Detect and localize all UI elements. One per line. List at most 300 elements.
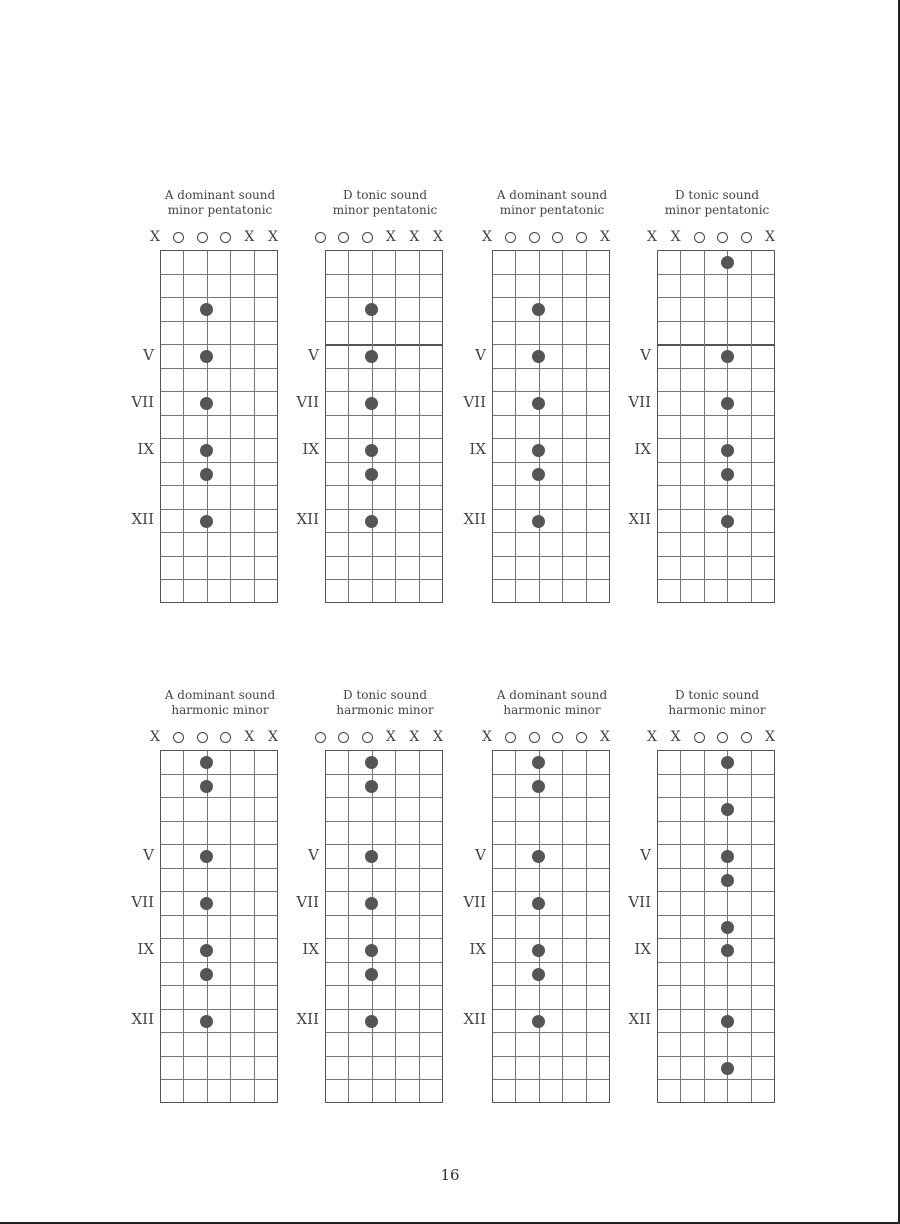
fret-position-label: XII — [463, 510, 486, 529]
fret-position-label: V — [640, 845, 651, 864]
fret-line — [326, 274, 442, 275]
open-string-marker — [313, 730, 327, 746]
fret-line — [161, 321, 277, 322]
fret-line — [493, 915, 609, 916]
fingering-dot — [721, 468, 734, 481]
fingering-dot — [365, 397, 378, 410]
fret-line — [493, 509, 609, 510]
fingering-dot — [365, 756, 378, 769]
fret-position-label: IX — [302, 439, 319, 458]
muted-string-marker: X — [150, 729, 160, 745]
chord-diagram — [627, 688, 777, 1107]
diagram-title-line1: A dominant sound — [164, 188, 276, 202]
fingering-dot — [721, 803, 734, 816]
fret-line — [493, 985, 609, 986]
page-number: 16 — [440, 1166, 460, 1184]
muted-string-marker: X — [244, 729, 255, 745]
diagram-title-line1: A dominant sound — [164, 688, 276, 702]
chord-diagram — [295, 188, 445, 607]
string-markers — [295, 230, 445, 246]
fret-line — [493, 579, 609, 580]
fingering-dot — [721, 756, 734, 769]
fret-position-label: VII — [463, 892, 486, 911]
fret-line — [658, 485, 774, 486]
muted-string-marker: X — [647, 229, 657, 245]
fret-position-label: V — [640, 345, 651, 364]
fret-line — [658, 915, 774, 916]
fret-position-label: XII — [131, 1010, 154, 1029]
fingering-dot — [721, 874, 734, 887]
fingering-dot — [721, 944, 734, 957]
fingering-dot — [532, 515, 545, 528]
fret-line — [161, 891, 277, 892]
string-line — [751, 751, 752, 1102]
fret-line — [493, 938, 609, 939]
fret-position-label: XII — [628, 510, 651, 529]
open-string-marker — [360, 230, 374, 246]
string-markers — [462, 230, 612, 246]
fret-line — [658, 821, 774, 822]
muted-string-marker: X — [409, 729, 420, 745]
fingering-dot — [365, 468, 378, 481]
fret-position-label: V — [308, 345, 319, 364]
string-line — [254, 251, 255, 602]
muted-string-marker: X — [150, 229, 160, 245]
open-string-marker — [195, 230, 209, 246]
fret-line — [493, 344, 609, 345]
fret-line — [161, 868, 277, 869]
fingering-dot — [365, 850, 378, 863]
fret-line — [493, 962, 609, 963]
fretboard-grid — [657, 250, 775, 603]
muted-string-marker: X — [600, 729, 610, 745]
chord-diagram — [295, 688, 445, 1107]
fret-line — [326, 844, 442, 845]
open-string-marker — [360, 730, 374, 746]
fingering-dot — [200, 968, 213, 981]
string-line — [704, 251, 705, 602]
fret-line — [658, 274, 774, 275]
string-line — [515, 751, 516, 1102]
fret-position-label: IX — [634, 439, 651, 458]
fingering-dot — [200, 303, 213, 316]
fret-line — [161, 297, 277, 298]
string-line — [348, 251, 349, 602]
string-line — [539, 751, 540, 1102]
fret-position-label: V — [143, 345, 154, 364]
fret-line — [326, 797, 442, 798]
fret-line — [161, 391, 277, 392]
fret-line — [161, 962, 277, 963]
fret-line — [493, 844, 609, 845]
fret-line — [161, 915, 277, 916]
fret-line — [326, 915, 442, 916]
fingering-dot — [532, 780, 545, 793]
fret-line — [161, 462, 277, 463]
fret-line — [161, 556, 277, 557]
fingering-dot — [532, 897, 545, 910]
fret-position-label: V — [475, 345, 486, 364]
string-line — [254, 751, 255, 1102]
fret-line — [161, 797, 277, 798]
fret-line — [658, 844, 774, 845]
fret-position-label: IX — [302, 939, 319, 958]
fret-position-label: VII — [463, 392, 486, 411]
fret-line — [658, 891, 774, 892]
muted-string-marker: X — [385, 229, 396, 245]
fret-line — [493, 368, 609, 369]
diagram-title-line2: minor pentatonic — [499, 203, 605, 217]
fingering-dot — [721, 397, 734, 410]
fingering-dot — [200, 468, 213, 481]
fret-line — [493, 415, 609, 416]
fingering-dot — [365, 1015, 378, 1028]
diagram-title-line2: harmonic minor — [503, 703, 601, 717]
fingering-dot — [365, 968, 378, 981]
fret-line — [161, 579, 277, 580]
fretboard-grid — [325, 750, 443, 1103]
fingering-dot — [365, 303, 378, 316]
diagram-title-line1: A dominant sound — [496, 188, 608, 202]
open-string-marker — [172, 230, 186, 246]
open-string-marker — [551, 230, 565, 246]
fretboard-grid — [657, 750, 775, 1103]
open-string-marker — [574, 230, 588, 246]
fret-line — [658, 415, 774, 416]
string-line — [680, 251, 681, 602]
muted-string-marker: X — [433, 729, 443, 745]
fret-position-label: VII — [131, 392, 154, 411]
fret-line — [326, 368, 442, 369]
fret-line — [493, 868, 609, 869]
string-markers — [627, 730, 777, 746]
muted-string-marker: X — [409, 229, 420, 245]
string-line — [751, 251, 752, 602]
fret-line — [493, 797, 609, 798]
fret-line — [493, 438, 609, 439]
fingering-dot — [532, 303, 545, 316]
fret-line — [658, 1009, 774, 1010]
string-line — [372, 751, 373, 1102]
fret-position-label: V — [308, 845, 319, 864]
fret-line — [658, 438, 774, 439]
fretboard-grid — [325, 250, 443, 603]
open-string-marker — [574, 730, 588, 746]
fingering-dot — [532, 756, 545, 769]
fret-position-label: IX — [137, 939, 154, 958]
muted-string-marker: X — [670, 729, 681, 745]
fingering-dot — [365, 515, 378, 528]
fret-line — [326, 985, 442, 986]
open-string-marker — [219, 230, 233, 246]
fingering-dot — [200, 397, 213, 410]
chord-diagram — [130, 188, 280, 607]
string-line — [562, 751, 563, 1102]
fret-position-label: XII — [628, 1010, 651, 1029]
fret-line — [658, 509, 774, 510]
fret-line — [326, 485, 442, 486]
fret-line — [161, 438, 277, 439]
fret-line — [161, 485, 277, 486]
fingering-dot — [200, 944, 213, 957]
diagram-title-line2: harmonic minor — [336, 703, 434, 717]
muted-string-marker: X — [482, 229, 492, 245]
fingering-dot — [532, 850, 545, 863]
fret-line — [161, 344, 277, 345]
muted-string-marker: X — [765, 729, 775, 745]
fret-position-label: XII — [131, 510, 154, 529]
string-line — [230, 751, 231, 1102]
fret-position-label: V — [475, 845, 486, 864]
fret-line — [493, 1079, 609, 1080]
string-line — [183, 751, 184, 1102]
fret-line — [658, 532, 774, 533]
fret-position-label: VII — [296, 892, 319, 911]
string-line — [395, 751, 396, 1102]
diagram-title-line2: minor pentatonic — [332, 203, 438, 217]
fret-line — [326, 321, 442, 322]
fret-line — [161, 274, 277, 275]
fretboard-grid — [492, 750, 610, 1103]
muted-string-marker: X — [647, 729, 657, 745]
string-line — [395, 251, 396, 602]
muted-string-marker: X — [670, 229, 681, 245]
fingering-dot — [532, 944, 545, 957]
fret-position-label: VII — [628, 892, 651, 911]
string-markers — [130, 730, 280, 746]
open-string-marker — [313, 230, 327, 246]
string-markers — [130, 230, 280, 246]
string-line — [680, 751, 681, 1102]
fret-line — [326, 579, 442, 580]
fret-line — [658, 938, 774, 939]
open-string-marker — [504, 730, 518, 746]
string-line — [230, 251, 231, 602]
fret-line — [658, 297, 774, 298]
string-line — [586, 751, 587, 1102]
fret-line — [493, 821, 609, 822]
fingering-dot — [721, 256, 734, 269]
fret-line — [493, 774, 609, 775]
fret-line — [326, 1056, 442, 1057]
fret-line — [658, 368, 774, 369]
string-line — [562, 251, 563, 602]
string-markers — [462, 730, 612, 746]
fret-line — [161, 1032, 277, 1033]
fret-line — [493, 891, 609, 892]
fingering-dot — [721, 921, 734, 934]
open-string-marker — [692, 730, 706, 746]
fret-line — [326, 344, 442, 346]
fingering-dot — [200, 1015, 213, 1028]
diagram-title-line1: D tonic sound — [674, 188, 760, 202]
fret-line — [493, 485, 609, 486]
fingering-dot — [200, 515, 213, 528]
fret-line — [493, 274, 609, 275]
fingering-dot — [532, 350, 545, 363]
fret-line — [493, 297, 609, 298]
fret-line — [326, 391, 442, 392]
chord-diagram — [627, 188, 777, 607]
fret-line — [161, 844, 277, 845]
fret-line — [658, 391, 774, 392]
string-markers — [295, 730, 445, 746]
fret-line — [658, 344, 774, 346]
fret-line — [493, 321, 609, 322]
diagram-title-line2: minor pentatonic — [167, 203, 273, 217]
fret-line — [161, 1079, 277, 1080]
fingering-dot — [532, 1015, 545, 1028]
fret-position-label: V — [143, 845, 154, 864]
fret-line — [326, 891, 442, 892]
open-string-marker — [739, 730, 753, 746]
fret-line — [658, 962, 774, 963]
fret-line — [161, 415, 277, 416]
fret-line — [658, 321, 774, 322]
open-string-marker — [337, 230, 351, 246]
string-line — [419, 751, 420, 1102]
chord-diagram — [130, 688, 280, 1107]
fingering-dot — [532, 968, 545, 981]
fingering-dot — [365, 897, 378, 910]
fingering-dot — [200, 850, 213, 863]
fret-position-label: VII — [131, 892, 154, 911]
fret-line — [326, 962, 442, 963]
open-string-marker — [716, 230, 730, 246]
diagram-title-line2: minor pentatonic — [664, 203, 770, 217]
fingering-dot — [721, 444, 734, 457]
fret-line — [161, 1056, 277, 1057]
fret-line — [658, 1032, 774, 1033]
fingering-dot — [365, 444, 378, 457]
fret-line — [326, 509, 442, 510]
string-markers — [627, 230, 777, 246]
diagram-title-line1: D tonic sound — [674, 688, 760, 702]
fingering-dot — [365, 350, 378, 363]
fret-line — [493, 1032, 609, 1033]
fret-position-label: VII — [296, 392, 319, 411]
fret-line — [161, 985, 277, 986]
diagram-title-line1: A dominant sound — [496, 688, 608, 702]
fingering-dot — [532, 468, 545, 481]
fret-line — [658, 985, 774, 986]
fret-line — [658, 462, 774, 463]
fret-line — [658, 868, 774, 869]
fingering-dot — [200, 780, 213, 793]
fingering-dot — [200, 444, 213, 457]
fret-line — [161, 368, 277, 369]
fretboard-grid — [160, 750, 278, 1103]
fret-line — [326, 1079, 442, 1080]
open-string-marker — [504, 230, 518, 246]
fret-line — [161, 774, 277, 775]
fret-line — [326, 821, 442, 822]
chord-diagram — [462, 688, 612, 1107]
fingering-dot — [721, 515, 734, 528]
fret-line — [326, 438, 442, 439]
fret-line — [658, 1056, 774, 1057]
fingering-dot — [721, 1015, 734, 1028]
muted-string-marker: X — [385, 729, 396, 745]
fret-line — [326, 774, 442, 775]
fretboard-grid — [160, 250, 278, 603]
open-string-marker — [527, 730, 541, 746]
diagram-title-line2: harmonic minor — [668, 703, 766, 717]
fret-line — [493, 462, 609, 463]
open-string-marker — [692, 230, 706, 246]
fretboard-grid — [492, 250, 610, 603]
fret-line — [161, 532, 277, 533]
fret-line — [326, 868, 442, 869]
fret-line — [161, 821, 277, 822]
open-string-marker — [551, 730, 565, 746]
fingering-dot — [200, 897, 213, 910]
fret-line — [326, 556, 442, 557]
string-line — [183, 251, 184, 602]
fret-line — [326, 938, 442, 939]
fingering-dot — [200, 756, 213, 769]
muted-string-marker: X — [244, 229, 255, 245]
fret-line — [326, 1009, 442, 1010]
fret-position-label: XII — [296, 1010, 319, 1029]
muted-string-marker: X — [600, 229, 610, 245]
fret-line — [493, 532, 609, 533]
fingering-dot — [532, 397, 545, 410]
fret-line — [493, 556, 609, 557]
muted-string-marker: X — [765, 229, 775, 245]
fingering-dot — [721, 1062, 734, 1075]
fret-line — [161, 938, 277, 939]
string-line — [727, 251, 728, 602]
string-line — [348, 751, 349, 1102]
chord-diagram — [462, 188, 612, 607]
fingering-dot — [532, 444, 545, 457]
open-string-marker — [337, 730, 351, 746]
fingering-dot — [200, 350, 213, 363]
open-string-marker — [716, 730, 730, 746]
muted-string-marker: X — [433, 229, 443, 245]
fret-line — [326, 1032, 442, 1033]
diagram-title-line1: D tonic sound — [342, 188, 428, 202]
muted-string-marker: X — [268, 729, 278, 745]
fret-line — [658, 797, 774, 798]
diagram-title-line2: harmonic minor — [171, 703, 269, 717]
fret-line — [658, 1079, 774, 1080]
fret-position-label: IX — [469, 439, 486, 458]
fret-line — [493, 391, 609, 392]
fret-position-label: VII — [628, 392, 651, 411]
fret-line — [326, 415, 442, 416]
fret-line — [658, 556, 774, 557]
open-string-marker — [739, 230, 753, 246]
string-line — [419, 251, 420, 602]
fret-line — [161, 1009, 277, 1010]
fret-position-label: XII — [296, 510, 319, 529]
diagram-title-line1: D tonic sound — [342, 688, 428, 702]
fingering-dot — [365, 780, 378, 793]
fret-position-label: IX — [137, 439, 154, 458]
string-line — [586, 251, 587, 602]
fret-line — [493, 1056, 609, 1057]
fret-position-label: XII — [463, 1010, 486, 1029]
fret-line — [658, 579, 774, 580]
fingering-dot — [365, 944, 378, 957]
fret-line — [326, 532, 442, 533]
open-string-marker — [172, 730, 186, 746]
fret-position-label: IX — [634, 939, 651, 958]
muted-string-marker: X — [482, 729, 492, 745]
string-line — [515, 251, 516, 602]
